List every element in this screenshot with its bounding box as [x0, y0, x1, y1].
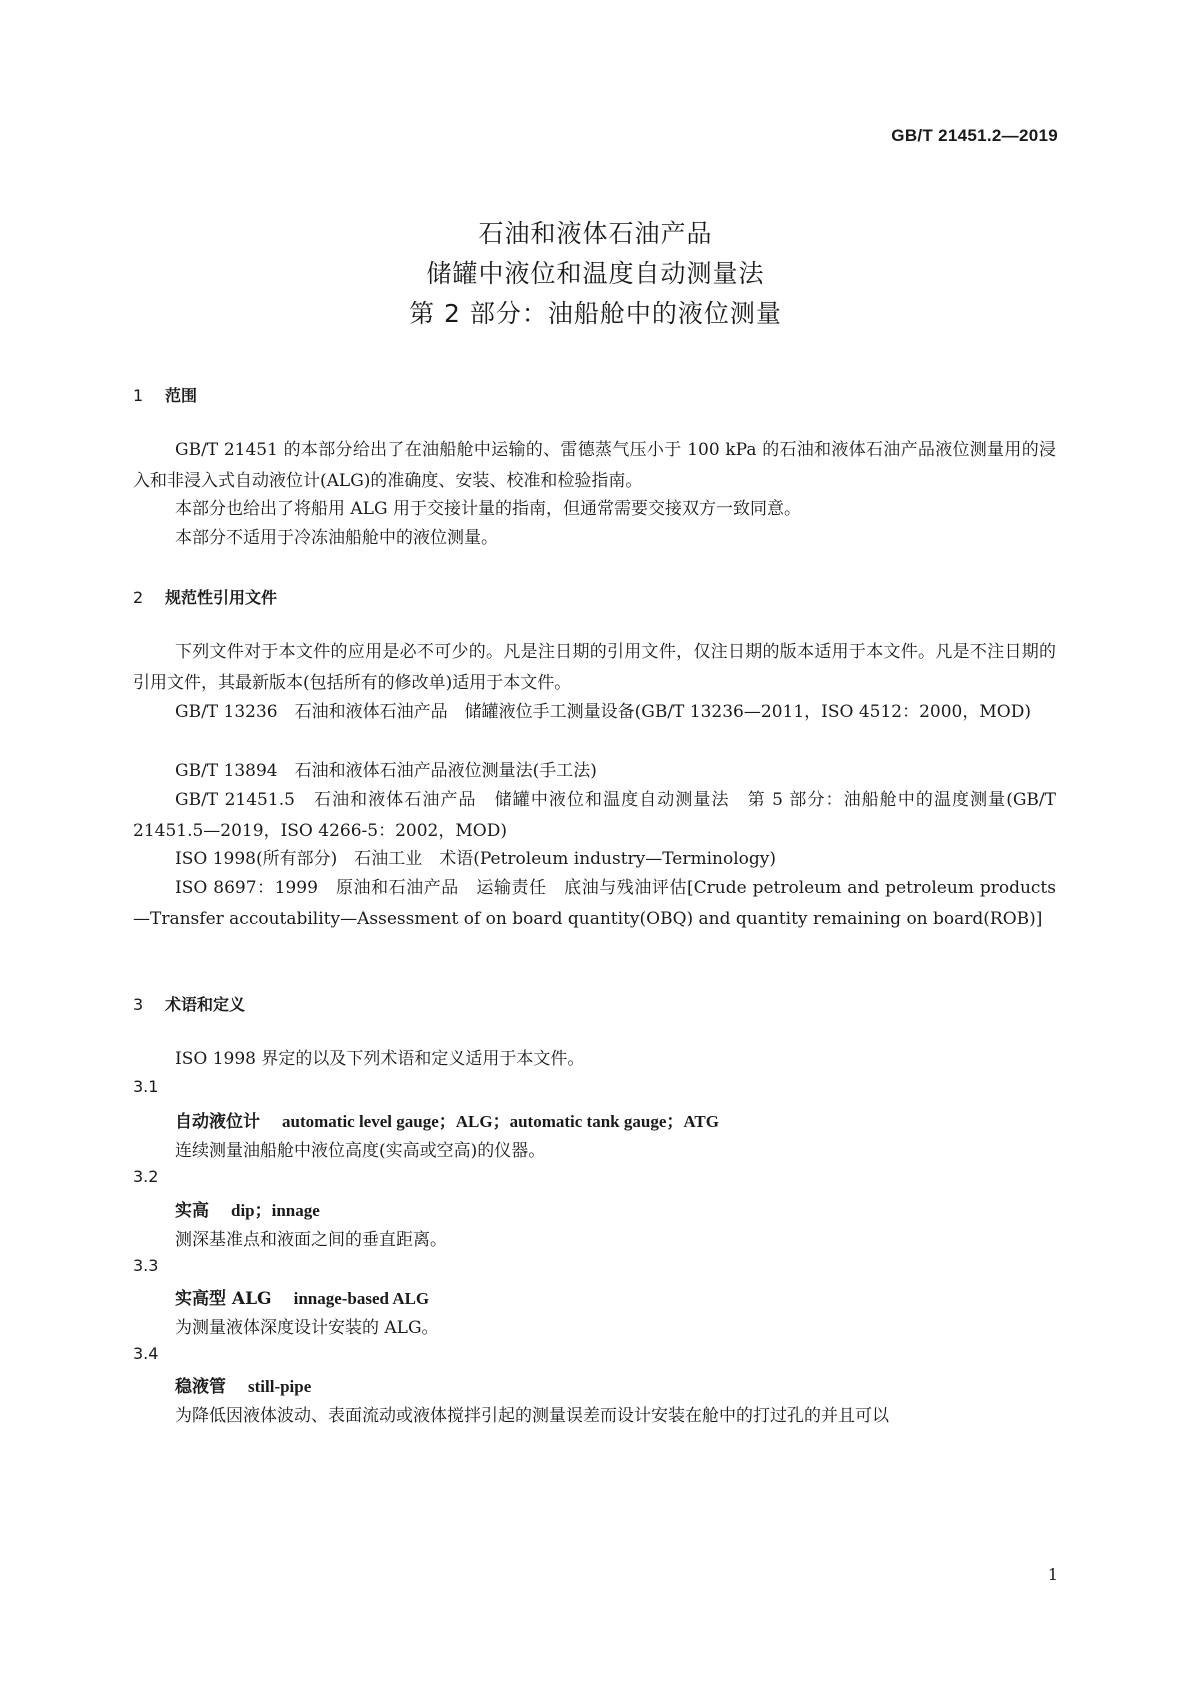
section-3-intro: ISO 1998 界定的以及下列术语和定义适用于本文件。	[175, 1049, 585, 1069]
term-english: dip；innage	[231, 1201, 320, 1220]
reference-item: ISO 1998(所有部分) 石油工业 术语(Petroleum industry—Terminology)	[175, 849, 777, 869]
section-1-paragraph-3: 本部分不适用于冷冻油船舱中的液位测量。	[175, 528, 498, 548]
term-english: innage-based ALG	[293, 1289, 430, 1308]
section-number: 3	[133, 995, 144, 1014]
section-1-paragraph-1: GB/T 21451 的本部分给出了在油船舱中运输的、雷德蒸气压小于 100 kPa 的石油和液体石油产品液位测量用的浸入和非浸入式自动液位计(ALG)的准确度、安装、校准和检验指南。	[133, 440, 1056, 491]
section-1-heading	[133, 383, 197, 406]
reference-item: ISO 8697：1999 原油和石油产品 运输责任 底油与残油评估[Crude petroleum and petroleum products—Transfer accoutability—Assessment of on board quantity(OBQ) and quantity remaining on board(ROB)]	[133, 878, 1056, 929]
clause-number: 3.4	[133, 1344, 159, 1363]
section-1-paragraph-2: 本部分也给出了将船用 ALG 用于交接计量的指南，但通常需要交接双方一致同意。	[175, 499, 801, 519]
title-line-3: 第 2 部分：油船舱中的液位测量	[409, 299, 782, 328]
term-definition: 测深基准点和液面之间的垂直距离。	[175, 1230, 447, 1250]
section-2-heading	[133, 585, 277, 608]
reference-item: GB/T 13894 石油和液体石油产品液位测量法(手工法)	[175, 761, 597, 781]
title-line-2: 储罐中液位和温度自动测量法	[426, 259, 765, 288]
term-heading	[175, 1196, 320, 1221]
title-line-1: 石油和液体石油产品	[478, 219, 713, 248]
clause-number: 3.3	[133, 1256, 159, 1275]
reference-item: GB/T 13236 石油和液体石油产品 储罐液位手工测量设备(GB/T 13236—2011，ISO 4512：2000，MOD)	[175, 702, 1031, 722]
section-2-intro: 下列文件对于本文件的应用是必不可少的。凡是注日期的引用文件，仅注日期的版本适用于本文件。凡是不注日期的引用文件，其最新版本(包括所有的修改单)适用于本文件。	[133, 642, 1056, 693]
term-chinese: 自动液位计	[175, 1112, 260, 1132]
section-title: 术语和定义	[165, 995, 246, 1014]
section-number: 1	[133, 386, 144, 405]
page-number: 1	[1047, 1565, 1058, 1584]
term-heading	[175, 1284, 429, 1309]
standard-number: GB/T 21451.2—2019	[891, 126, 1058, 145]
term-definition: 为测量液体深度设计安装的 ALG。	[175, 1318, 439, 1338]
term-chinese: 稳液管	[175, 1377, 226, 1397]
term-english: still-pipe	[248, 1377, 312, 1396]
term-heading	[175, 1107, 719, 1132]
term-english: automatic level gauge；ALG；automatic tank gauge；ATG	[282, 1112, 719, 1131]
reference-item: GB/T 21451.5 石油和液体石油产品 储罐中液位和温度自动测量法 第 5 部分：油船舱中的温度测量(GB/T 21451.5—2019，ISO 4266-5：2002，MOD)	[133, 790, 1056, 841]
term-heading	[175, 1372, 311, 1397]
term-chinese: 实高	[175, 1201, 209, 1221]
term-chinese: 实高型 ALG	[175, 1289, 272, 1309]
section-title: 规范性引用文件	[165, 588, 278, 607]
section-3-heading	[133, 992, 245, 1015]
term-definition: 连续测量油船舱中液位高度(实高或空高)的仪器。	[175, 1141, 546, 1161]
term-definition: 为降低因液体波动、表面流动或液体搅拌引起的测量误差而设计安装在舱中的打过孔的并且可以	[175, 1406, 889, 1426]
section-title: 范围	[165, 386, 198, 405]
clause-number: 3.1	[133, 1077, 159, 1096]
clause-number: 3.2	[133, 1167, 159, 1186]
section-number: 2	[133, 588, 144, 607]
